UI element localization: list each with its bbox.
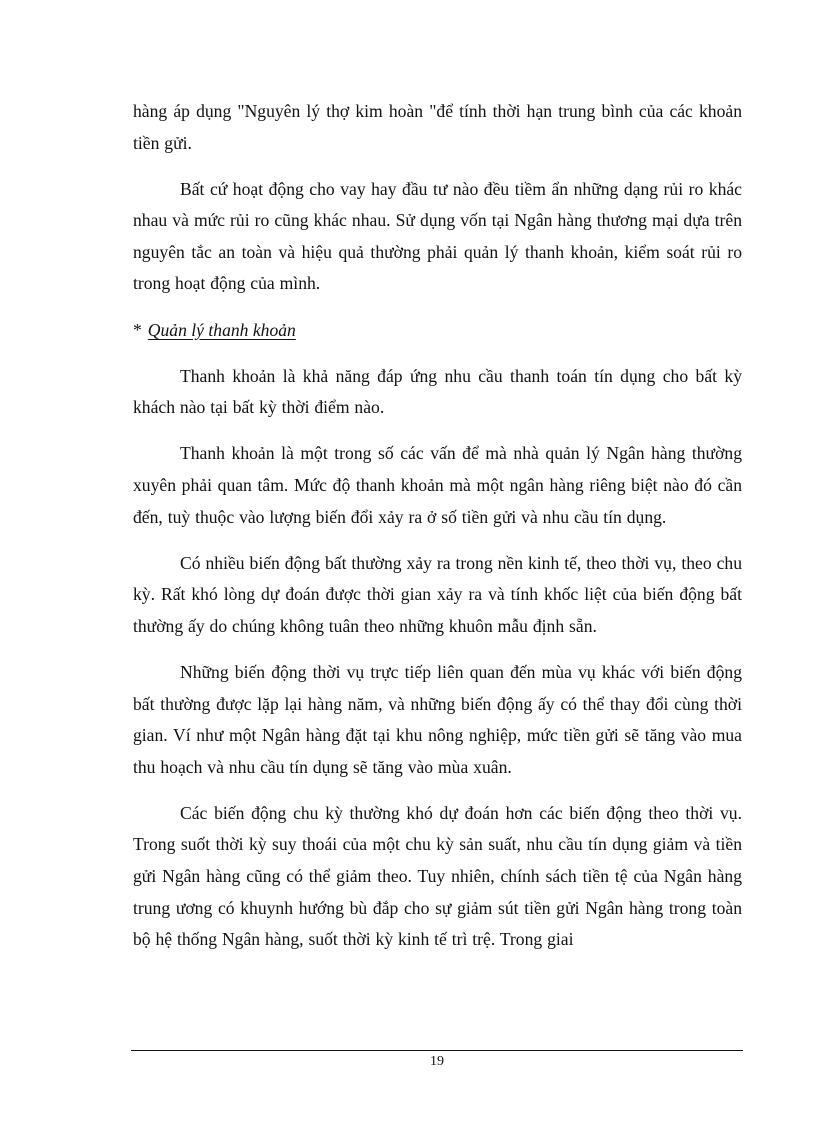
heading-title: Quản lý thanh khoản: [147, 319, 296, 340]
section-heading: [133, 315, 742, 347]
paragraph-7: Các biến động chu kỳ thường khó dự đoán hơn các biến động theo thời vụ. Trong suốt thời kỳ suy thoái của một chu kỳ sản suất, nhu cầu tín dụng giảm và tiền gửi Ngân hàng cũng có thể giảm theo. Tuy nhiên, chính sách tiền tệ của Ngân hàng trung ương có khuynh hướng bù đắp cho sự giảm sút tiền gửi Ngân hàng trong toàn bộ hệ thống Ngân hàng, suốt thời kỳ kinh tế trì trệ. Trong giai: [133, 802, 742, 950]
footer-divider: [131, 1050, 743, 1051]
paragraph-5: Có nhiều biến động bất thường xảy ra trong nền kinh tế, theo thời vụ, theo chu kỳ. Rất khó lòng dự đoán được thời gian xảy ra và tính khốc liệt của biến động bất thường ấy do chúng không tuân theo những khuôn mẫu định sẵn.: [133, 552, 742, 636]
paragraph-6: Những biến động thời vụ trực tiếp liên quan đến mùa vụ khác với biến động bất thường được lặp lại hàng năm, và những biến động ấy có thể thay đổi cùng thời gian. Ví như một Ngân hàng đặt tại khu nông nghiệp, mức tiền gửi sẽ tăng vào mua thu hoạch và nhu cầu tín dụng sẽ tăng vào mùa xuân.: [133, 661, 742, 777]
paragraph-4: Thanh khoản là một trong số các vấn để mà nhà quản lý Ngân hàng thường xuyên phải quan tâm. Mức độ thanh khoản mà một ngân hàng riêng biệt nào đó cần đến, tuỳ thuộc vào lượng biến đổi xảy ra ở số tiền gửi và nhu cầu tín dụng.: [133, 443, 742, 527]
page-number: 19: [430, 1054, 444, 1069]
heading-bullet: *: [133, 319, 142, 340]
paragraph-3: Thanh khoản là khả năng đáp ứng nhu cầu thanh toán tín dụng cho bất kỳ khách nào tại bất kỳ thời điểm nào.: [133, 365, 742, 418]
paragraph-2: Bất cứ hoạt động cho vay hay đầu tư nào đều tiềm ẩn những dạng rủi ro khác nhau và mức rủi ro cũng khác nhau. Sử dụng vốn tại Ngân hàng thương mại dựa trên nguyên tắc an toàn và hiệu quả thường phải quản lý thanh khoản, kiểm soát rủi ro trong hoạt động của mình.: [133, 178, 742, 294]
body-text: [133, 96, 742, 970]
paragraph-1: hàng áp dụng "Nguyên lý thợ kim hoàn "để tính thời hạn trung bình của các khoản tiền gửi.: [133, 101, 742, 153]
